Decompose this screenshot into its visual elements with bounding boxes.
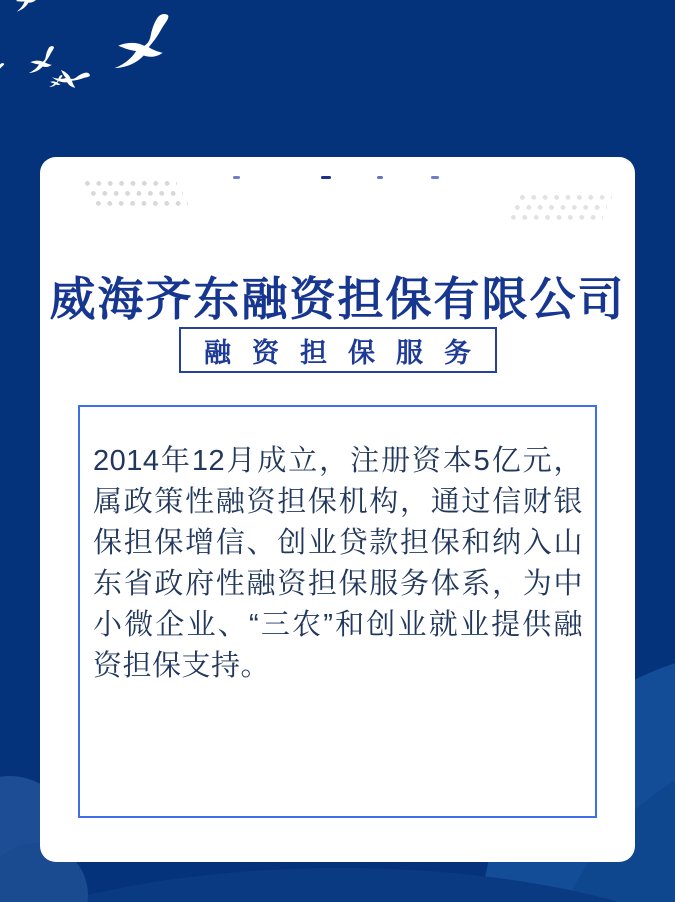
page-title: 威海齐东融资担保有限公司: [49, 272, 626, 325]
dash-decoration: [431, 176, 439, 179]
dash-decoration: [377, 176, 383, 179]
dot-row: [91, 191, 183, 197]
dot-row: [96, 201, 188, 207]
dot-row: [85, 181, 177, 187]
tagline-badge: [179, 327, 497, 373]
description-text: 2014年12月成立，注册资本5亿元，属政策性融资担保机构，通过信财银保担保增信、创业贷款担保和纳入山东省政府性融资担保服务体系，为中小微企业、“三农”和创业就业提供融资担保支持。: [93, 445, 583, 682]
doves-icon: [0, 0, 210, 100]
dash-decoration: [321, 176, 331, 179]
dash-decoration: [233, 176, 240, 179]
dot-row: [511, 215, 603, 221]
tagline-label: 融资担保服务: [204, 337, 492, 368]
dot-row: [520, 195, 612, 201]
content-card: [40, 157, 635, 862]
dot-row: [515, 205, 607, 211]
description-panel: [78, 405, 597, 818]
